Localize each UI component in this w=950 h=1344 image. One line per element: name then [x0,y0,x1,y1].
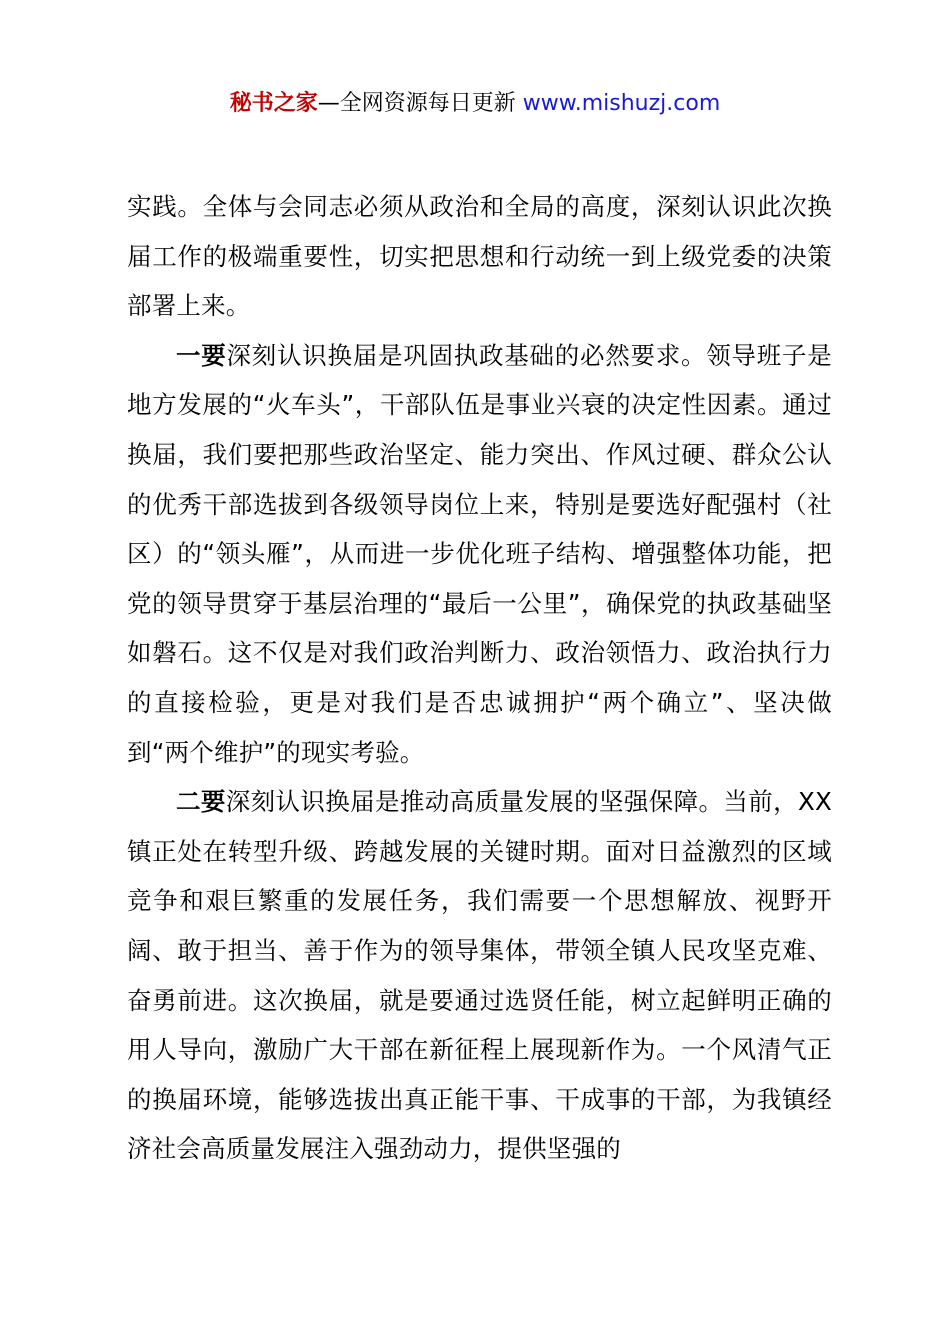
page-header [0,86,950,122]
document-body [127,182,832,1174]
paragraph-lead: 二要 [176,787,226,817]
brand-name: 秘书之家 [229,91,318,116]
paragraph-text: 深刻认识换届是巩固执政基础的必然要求。领导班子是地方发展的“火车头”，干部队伍是事业兴衰的决定性因素。通过换届，我们要把那些政治坚定、能力突出、作风过硬、群众公认的优秀干部选拔到各级领导岗位上来，特别是要选好配强村（社区）的“领头雁”，从而进一步优化班子结构、增强整体功能，把党的领导贯穿于基层治理的“最后一公里”，确保党的执政基础坚如磐石。这不仅是对我们政治判断力、政治领悟力、政治执行力的直接检验，更是对我们是否忠诚拥护“两个确立”、坚决做到“两个维护”的现实考验。 [127,340,832,767]
header-tagline: —全网资源每日更新 [317,91,523,116]
paragraph-text: 实践。全体与会同志必须从政治和全局的高度，深刻认识此次换届工作的极端重要性，切实把思想和行动统一到上级党委的决策部署上来。 [127,192,832,321]
paragraph-point-two [127,777,832,1174]
paragraph-text: 深刻认识换届是推动高质量发展的坚强保障。当前，XX 镇正处在转型升级、跨越发展的关键时期。面对日益激烈的区域竞争和艰巨繁重的发展任务，我们需要一个思想解放、视野开阔、敢于担当、善于作为的领导集体，带领全镇人民攻坚克难、奋勇前进。这次换届，就是要通过选贤任能，树立起鲜明正确的用人导向，激励广大干部在新征程上展现新作为。一个风清气正的换届环境，能够选拔出真正能干事、干成事的干部，为我镇经济社会高质量发展注入强劲动力，提供坚强的 [127,787,832,1164]
paragraph-intro [127,182,832,331]
paragraph-lead: 一要 [176,340,227,370]
paragraph-point-one [127,331,832,777]
website-link[interactable]: www.mishuzj.com [522,91,721,116]
